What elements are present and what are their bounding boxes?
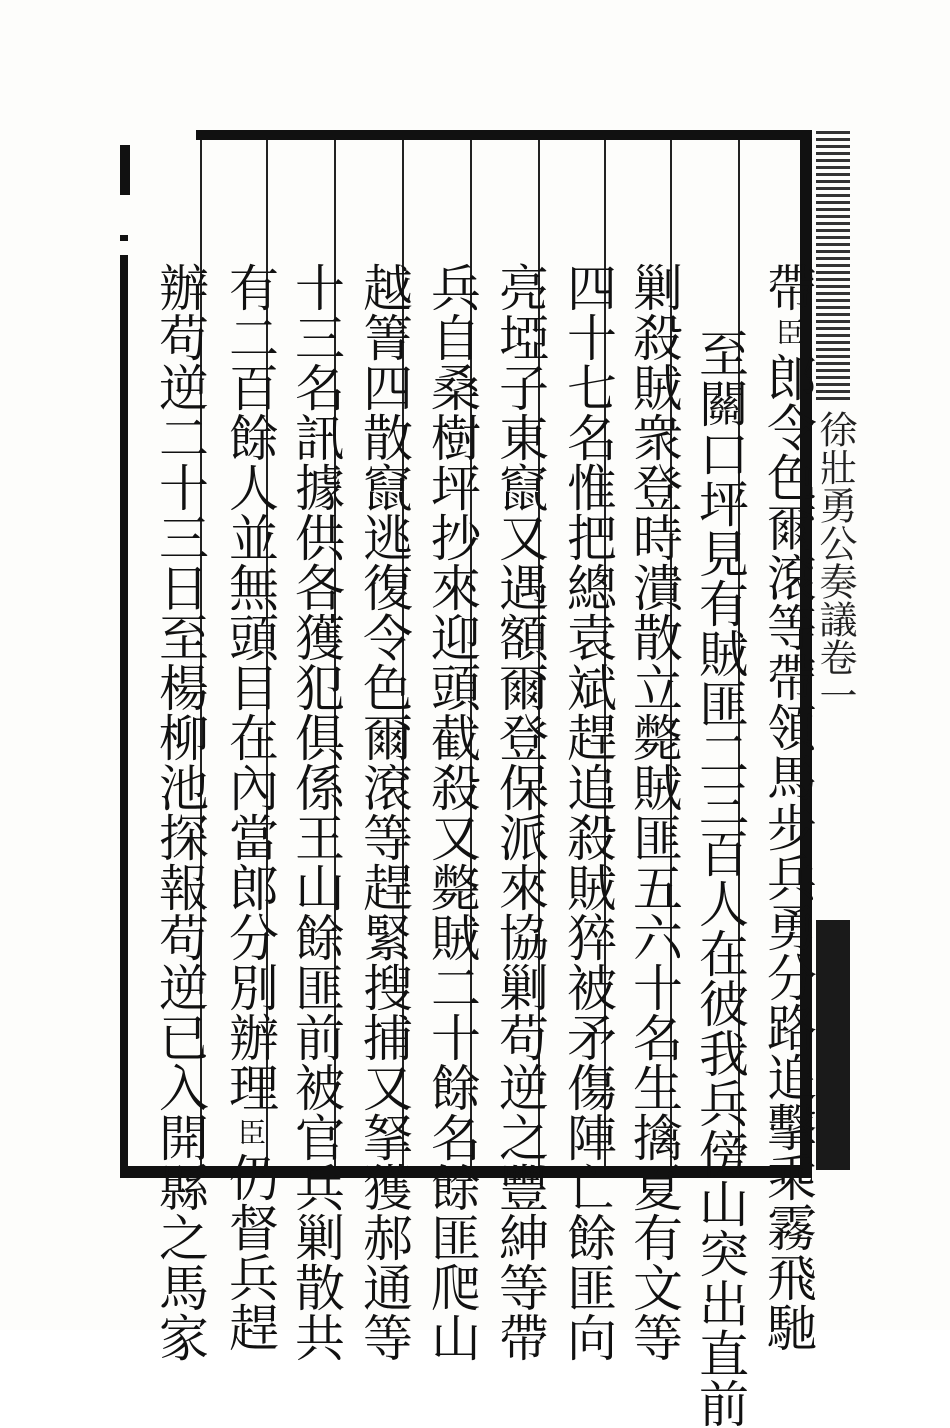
text-column-8	[272, 262, 345, 1362]
column-text: 剿殺賊衆登時潰散立斃賊匪五六十名生擒夏有文等	[625, 262, 683, 1362]
text-column-10	[136, 262, 209, 1362]
column-text: 十三名訊據供各獲犯俱係王山餘匪前被官兵剿散共	[287, 262, 345, 1362]
column-text-segment: 有二百餘人並無頭目在內當郎分別辦理	[221, 262, 279, 1112]
column-text: 越箐四散竄逃復令色爾滾等趕緊搜捕又拏獲郝通等	[355, 262, 413, 1362]
banxin-title: 徐壯勇公奏議卷一	[813, 410, 857, 714]
frame-left-border-lower	[120, 255, 128, 1175]
column-text: 辦苟逆二十三日至楊柳池探報苟逆已入開縣之馬家	[151, 262, 209, 1362]
text-column-2	[676, 328, 749, 1428]
frame-left-border-upper	[120, 145, 130, 195]
frame-top-border	[196, 130, 808, 140]
column-text-segment: 仍督兵趕	[221, 1152, 279, 1352]
column-text: 四十七名惟把總袁斌趕追殺賊猝被矛傷陣亡餘匪向	[559, 262, 617, 1362]
text-column-1	[744, 262, 817, 1352]
text-column-7	[340, 262, 413, 1362]
text-column-6	[408, 262, 481, 1362]
column-text: 至關口坪見有賊匪二三百人在彼我兵傍山突出直前	[691, 328, 749, 1428]
banxin-fish-tail	[816, 920, 850, 1170]
text-column-9	[206, 262, 279, 1352]
column-text-segment: 帶	[759, 262, 817, 312]
column-text: 兵自桑樹坪抄來迎頭截殺又斃賊二十餘名餘匪爬山	[423, 262, 481, 1362]
column-text-segment: 郎令色爾滾等帶領馬步兵勇分路追擊乘霧飛馳	[759, 352, 817, 1352]
text-column-4	[544, 262, 617, 1362]
text-column-5	[476, 262, 549, 1362]
column-text: 亮埡子東竄又遇額爾登保派來協剿苟逆之豐紳等帶	[491, 262, 549, 1362]
honorific-mark: 臣	[772, 318, 805, 346]
banxin-upper-ornament	[816, 130, 850, 400]
text-column-3	[610, 262, 683, 1362]
honorific-mark: 臣	[234, 1118, 267, 1146]
frame-left-border-mark	[120, 235, 128, 241]
